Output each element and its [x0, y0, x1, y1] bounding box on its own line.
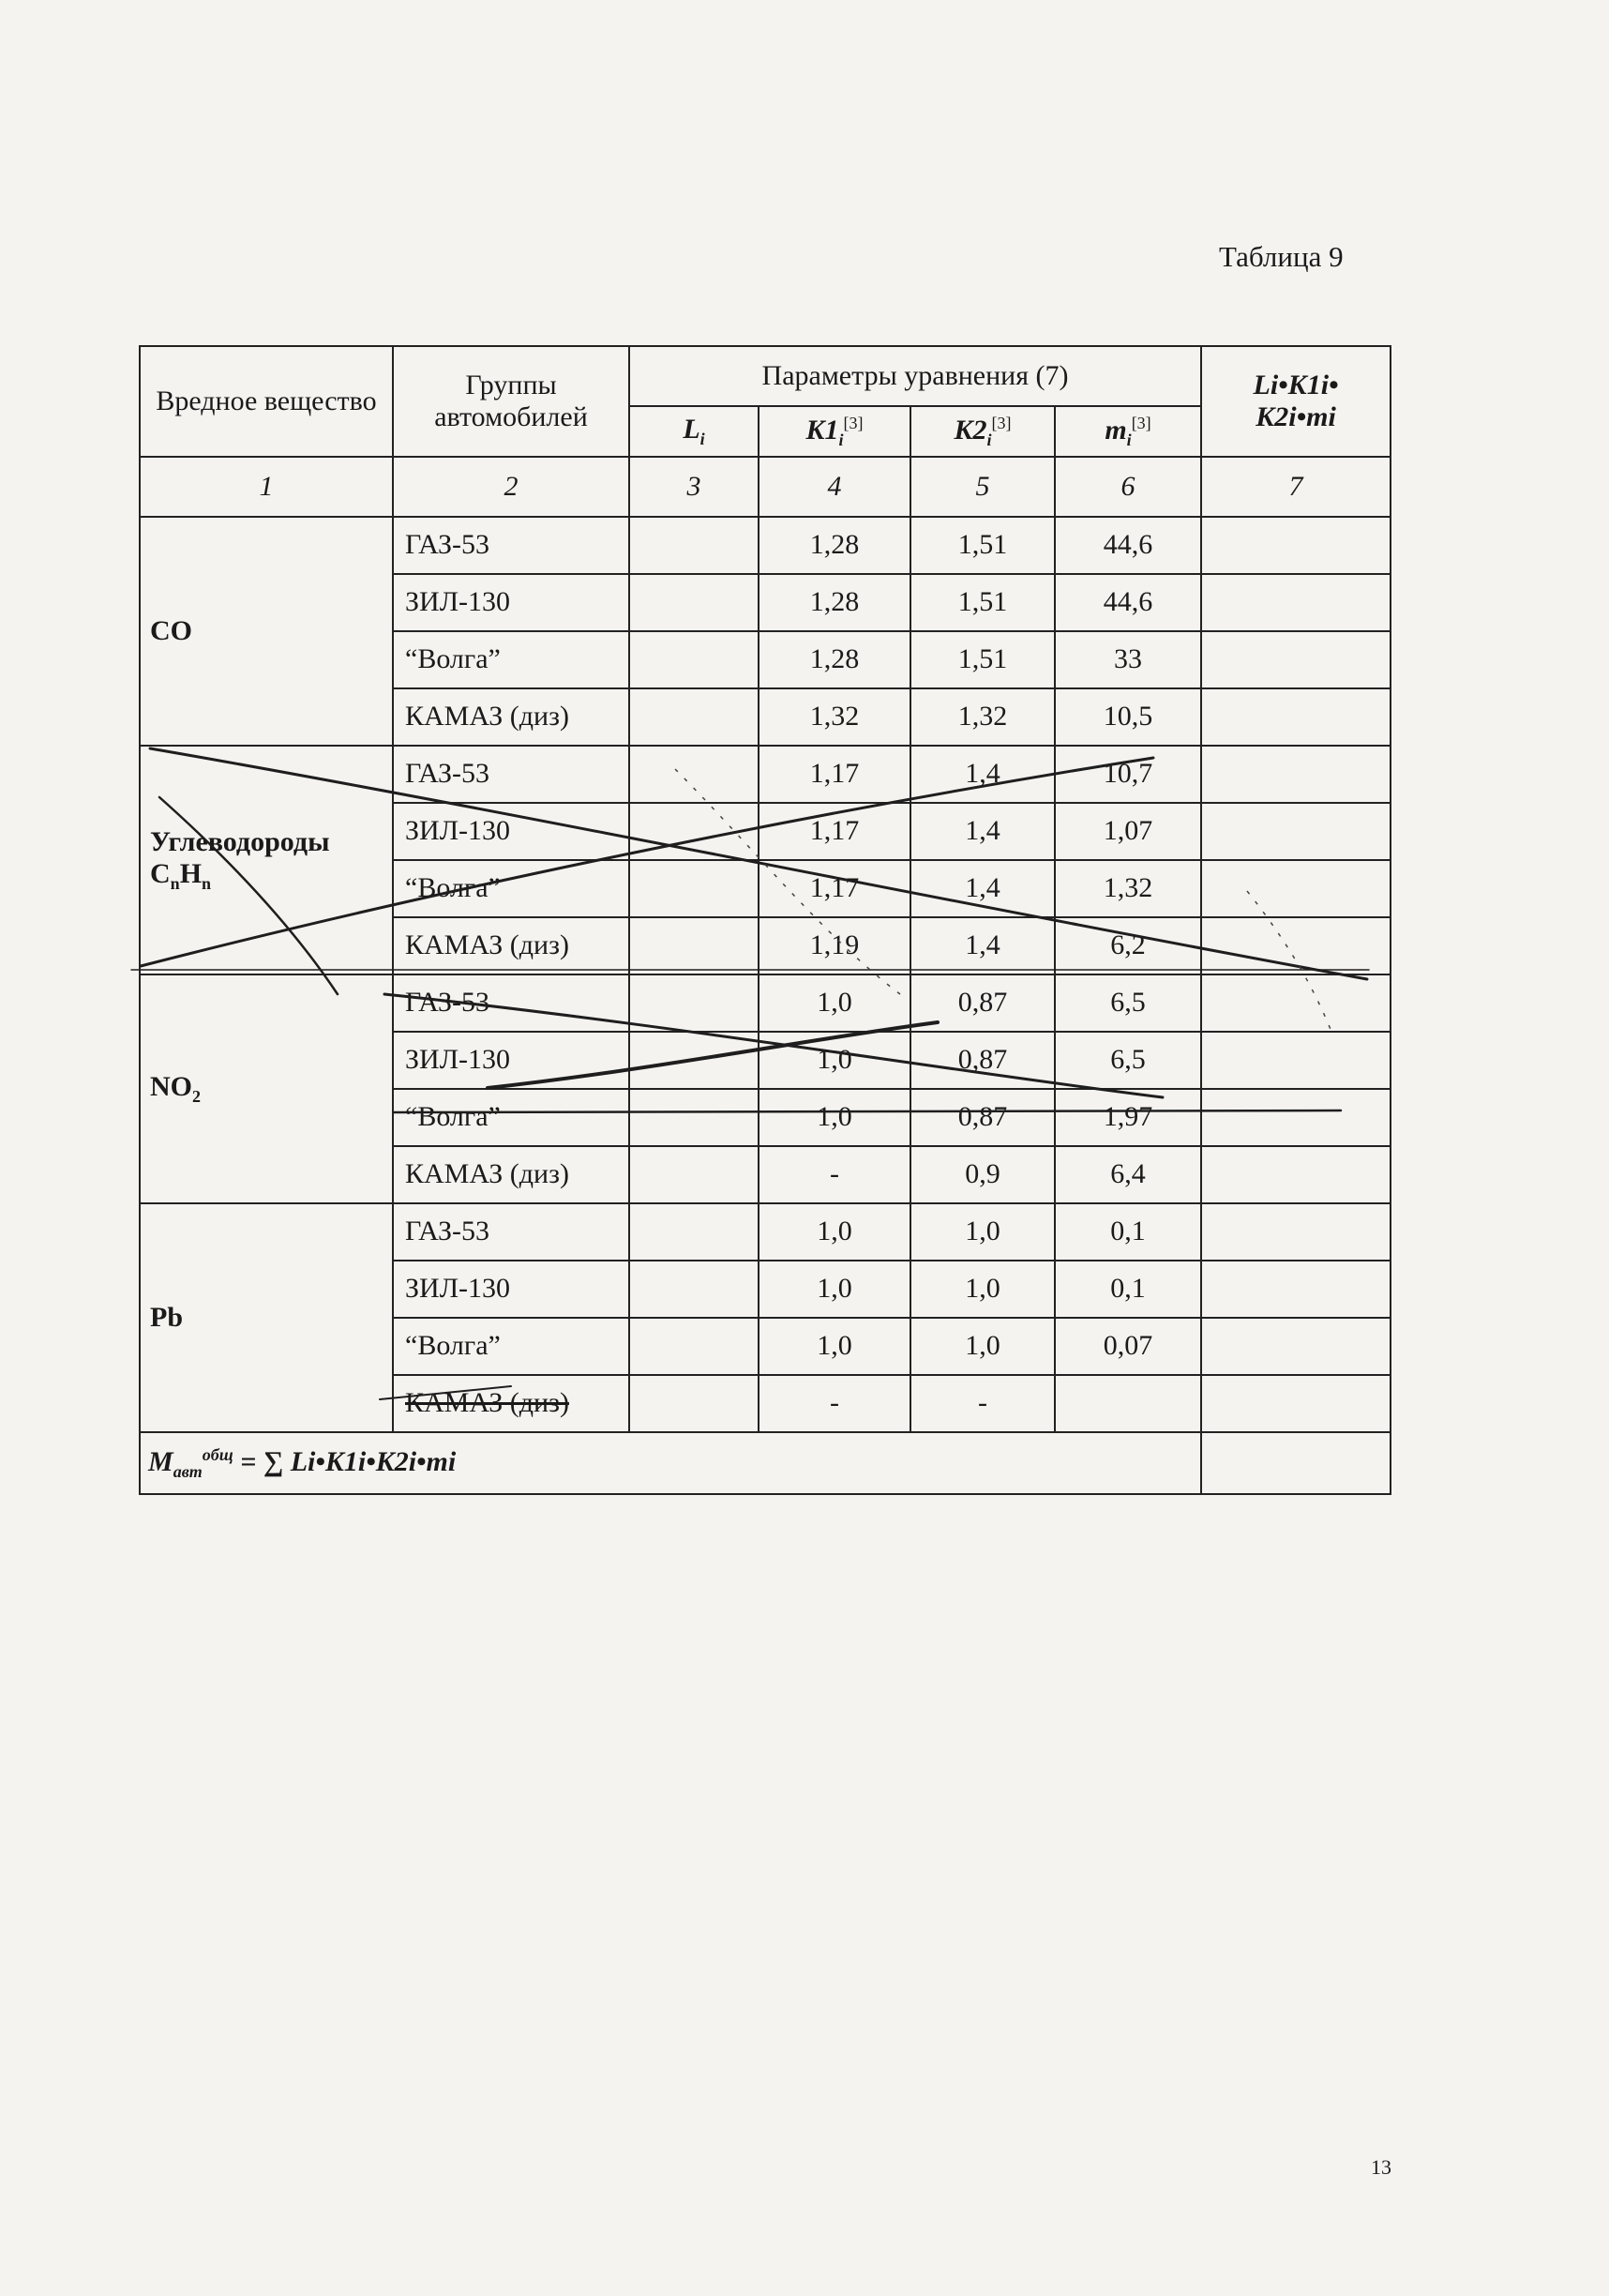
k1-cell: 1,28	[759, 631, 910, 688]
group-cell: КАМАЗ (диз)	[393, 688, 629, 746]
k2-cell: 0,87	[910, 974, 1055, 1032]
header-col-k1: $K1_i[3]$	[759, 406, 910, 457]
m-cell: 10,7	[1055, 746, 1201, 803]
product-cell	[1201, 688, 1391, 746]
group-cell: ГАЗ-53	[393, 1203, 629, 1261]
column-numbers-row	[140, 457, 1391, 517]
m-cell: 6,5	[1055, 1032, 1201, 1089]
k1-cell: -	[759, 1375, 910, 1432]
product-cell	[1201, 1032, 1391, 1089]
k2-cell: 1,51	[910, 517, 1055, 574]
product-cell	[1201, 1203, 1391, 1261]
group-cell: ЗИЛ-130	[393, 1032, 629, 1089]
group-cell: ГАЗ-53	[393, 974, 629, 1032]
m-cell: 44,6	[1055, 517, 1201, 574]
m-cell: 1,32	[1055, 860, 1201, 917]
column-number: 2	[393, 457, 629, 517]
product-cell	[1201, 574, 1391, 631]
k1-cell: 1,17	[759, 746, 910, 803]
product-cell	[1201, 631, 1391, 688]
k1-cell: 1,0	[759, 1318, 910, 1375]
group-cell: КАМАЗ (диз)	[393, 1146, 629, 1203]
emissions-table	[139, 345, 1391, 1495]
product-cell	[1201, 860, 1391, 917]
l-cell	[629, 631, 759, 688]
column-number: 4	[759, 457, 910, 517]
k1-cell: 1,0	[759, 1032, 910, 1089]
m-cell: 0,1	[1055, 1261, 1201, 1318]
k2-cell: 1,4	[910, 746, 1055, 803]
l-cell	[629, 517, 759, 574]
m-cell: 6,2	[1055, 917, 1201, 974]
m-cell	[1055, 1375, 1201, 1432]
k1-cell: -	[759, 1146, 910, 1203]
m-cell: 6,4	[1055, 1146, 1201, 1203]
k2-cell: 1,51	[910, 574, 1055, 631]
table-row	[140, 517, 1391, 574]
m-cell: 44,6	[1055, 574, 1201, 631]
m-cell: 1,97	[1055, 1089, 1201, 1146]
k2-cell: 1,4	[910, 803, 1055, 860]
k1-cell: 1,28	[759, 574, 910, 631]
group-cell: ГАЗ-53	[393, 517, 629, 574]
l-cell	[629, 1261, 759, 1318]
product-cell	[1201, 517, 1391, 574]
k2-cell: 1,4	[910, 860, 1055, 917]
product-cell	[1201, 1089, 1391, 1146]
k2-cell: 1,4	[910, 917, 1055, 974]
k2-cell: -	[910, 1375, 1055, 1432]
k1-cell: 1,19	[759, 917, 910, 974]
l-cell	[629, 860, 759, 917]
group-cell: КАМАЗ (диз)	[393, 917, 629, 974]
product-cell	[1201, 974, 1391, 1032]
l-cell	[629, 1203, 759, 1261]
l-cell	[629, 1089, 759, 1146]
page-number: 13	[1371, 2155, 1391, 2179]
group-cell: ЗИЛ-130	[393, 803, 629, 860]
substance-hydrocarbons	[140, 746, 393, 974]
total-formula: $M_{авт}^{общ}$ = ∑ Li•K1i•K2i•mi	[140, 1432, 1201, 1494]
header-params: Параметры уравнения (7)	[629, 346, 1201, 406]
header-col-l: $L_i$	[629, 406, 759, 457]
header-product	[1201, 346, 1391, 457]
table-row	[140, 746, 1391, 803]
group-cell: “Волга”	[393, 1318, 629, 1375]
l-cell	[629, 803, 759, 860]
table-row	[140, 1203, 1391, 1261]
k1-cell: 1,32	[759, 688, 910, 746]
k1-cell: 1,17	[759, 803, 910, 860]
l-cell	[629, 1032, 759, 1089]
k2-cell: 1,0	[910, 1203, 1055, 1261]
l-cell	[629, 917, 759, 974]
m-cell: 6,5	[1055, 974, 1201, 1032]
l-cell	[629, 974, 759, 1032]
k2-cell: 0,87	[910, 1089, 1055, 1146]
k1-cell: 1,0	[759, 1261, 910, 1318]
substance-hydrocarbons-name: Углеводороды	[150, 825, 330, 857]
m-cell: 0,07	[1055, 1318, 1201, 1375]
group-cell: ЗИЛ-130	[393, 1261, 629, 1318]
table-row	[140, 974, 1391, 1032]
l-cell	[629, 1318, 759, 1375]
header-col-k2: $K2_i[3]$	[910, 406, 1055, 457]
group-cell: ЗИЛ-130	[393, 574, 629, 631]
substance-co: CO	[140, 517, 393, 746]
m-cell: 0,1	[1055, 1203, 1201, 1261]
product-cell	[1201, 917, 1391, 974]
group-cell: “Волга”	[393, 631, 629, 688]
k2-cell: 1,32	[910, 688, 1055, 746]
header-col-m: $m_i[3]$	[1055, 406, 1201, 457]
k2-cell: 1,0	[910, 1318, 1055, 1375]
group-cell: “Волга”	[393, 1089, 629, 1146]
substance-pb: Pb	[140, 1203, 393, 1432]
m-cell: 10,5	[1055, 688, 1201, 746]
total-value-cell	[1201, 1432, 1391, 1494]
k1-cell: 1,0	[759, 1203, 910, 1261]
k1-cell: 1,0	[759, 974, 910, 1032]
header-substance: Вредное вещество	[140, 346, 393, 457]
k2-cell: 1,0	[910, 1261, 1055, 1318]
l-cell	[629, 746, 759, 803]
substance-no2: $NO_2$	[140, 974, 393, 1203]
l-cell	[629, 1146, 759, 1203]
product-cell	[1201, 746, 1391, 803]
group-cell: “Волга”	[393, 860, 629, 917]
table-caption: Таблица 9	[1219, 240, 1344, 273]
product-cell	[1201, 1318, 1391, 1375]
m-cell: 33	[1055, 631, 1201, 688]
column-number: 3	[629, 457, 759, 517]
column-number: 6	[1055, 457, 1201, 517]
column-number: 7	[1201, 457, 1391, 517]
group-cell: КАМАЗ (диз)	[393, 1375, 629, 1432]
k1-cell: 1,28	[759, 517, 910, 574]
k1-cell: 1,17	[759, 860, 910, 917]
product-cell	[1201, 1261, 1391, 1318]
substance-hydrocarbons-formula: $C_nH_n$	[150, 858, 212, 894]
total-row	[140, 1432, 1391, 1494]
k2-cell: 0,9	[910, 1146, 1055, 1203]
product-cell	[1201, 803, 1391, 860]
l-cell	[629, 1375, 759, 1432]
product-cell	[1201, 1375, 1391, 1432]
k1-cell: 1,0	[759, 1089, 910, 1146]
product-cell	[1201, 1146, 1391, 1203]
column-number: 5	[910, 457, 1055, 517]
group-cell: ГАЗ-53	[393, 746, 629, 803]
column-number: 1	[140, 457, 393, 517]
l-cell	[629, 688, 759, 746]
header-product-line1: Li•K1i•	[1253, 369, 1339, 400]
k2-cell: 1,51	[910, 631, 1055, 688]
m-cell: 1,07	[1055, 803, 1201, 860]
header-groups: Группы автомобилей	[393, 346, 629, 457]
k2-cell: 0,87	[910, 1032, 1055, 1089]
header-product-line2: K2i•mi	[1256, 401, 1336, 432]
l-cell	[629, 574, 759, 631]
